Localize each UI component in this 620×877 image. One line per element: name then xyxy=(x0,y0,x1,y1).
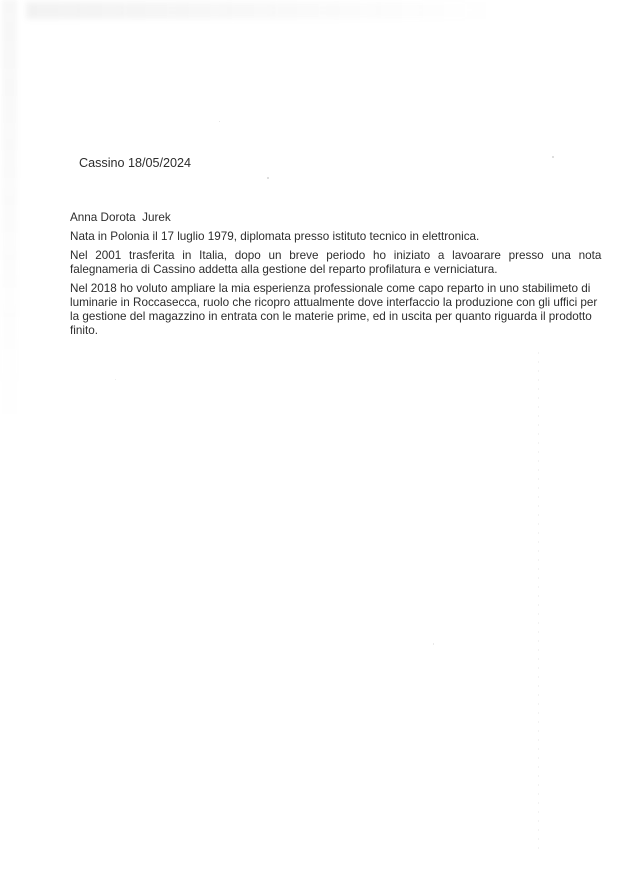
scan-speck xyxy=(552,156,554,158)
dateline: Cassino 18/05/2024 xyxy=(79,156,192,170)
scan-speck xyxy=(433,643,434,645)
author-paragraph xyxy=(70,211,593,225)
scan-speck xyxy=(219,121,220,122)
paragraph-2001-line-1: Nel 2001 trasferita in Italia, dopo un breve periodo ho iniziato a lavoarare presso una nota xyxy=(70,249,602,262)
paragraph-2018-line-1: Nel 2018 ho voluto ampliare la mia esperienza professionale come capo reparto in uno stabilimeto di xyxy=(70,282,591,295)
intro-line: Nata in Polonia il 17 luglio 1979, diplomata presso istituto tecnico in elettronica. xyxy=(70,230,480,243)
scan-top-shadow-artifact xyxy=(26,2,496,19)
paragraph-2018-line-2: luminarie in Roccasecca, ruolo che ricopro attualmente dove interfaccio la produzione con gli uffici per xyxy=(70,296,598,309)
paragraph-2018 xyxy=(70,282,598,338)
intro-paragraph xyxy=(70,230,593,244)
scan-vertical-line-artifact xyxy=(538,352,539,852)
scan-speck xyxy=(267,177,269,179)
scan-speck xyxy=(115,379,116,380)
paragraph-2018-line-4: finito. xyxy=(70,324,98,337)
author-name-line: Anna Dorota Jurek xyxy=(70,211,171,224)
paragraph-2018-line-3: la gestione del magazzino in entrata con le materie prime, ed in uscita per quanto riguarda il prodotto xyxy=(70,310,592,323)
paragraph-2001-line-2: falegnameria di Cassino addetta alla gestione del reparto profilatura e verniciatura. xyxy=(70,263,498,276)
paragraph-2001 xyxy=(70,249,602,277)
scan-left-edge-artifact xyxy=(2,0,17,430)
letter-body xyxy=(70,211,602,338)
